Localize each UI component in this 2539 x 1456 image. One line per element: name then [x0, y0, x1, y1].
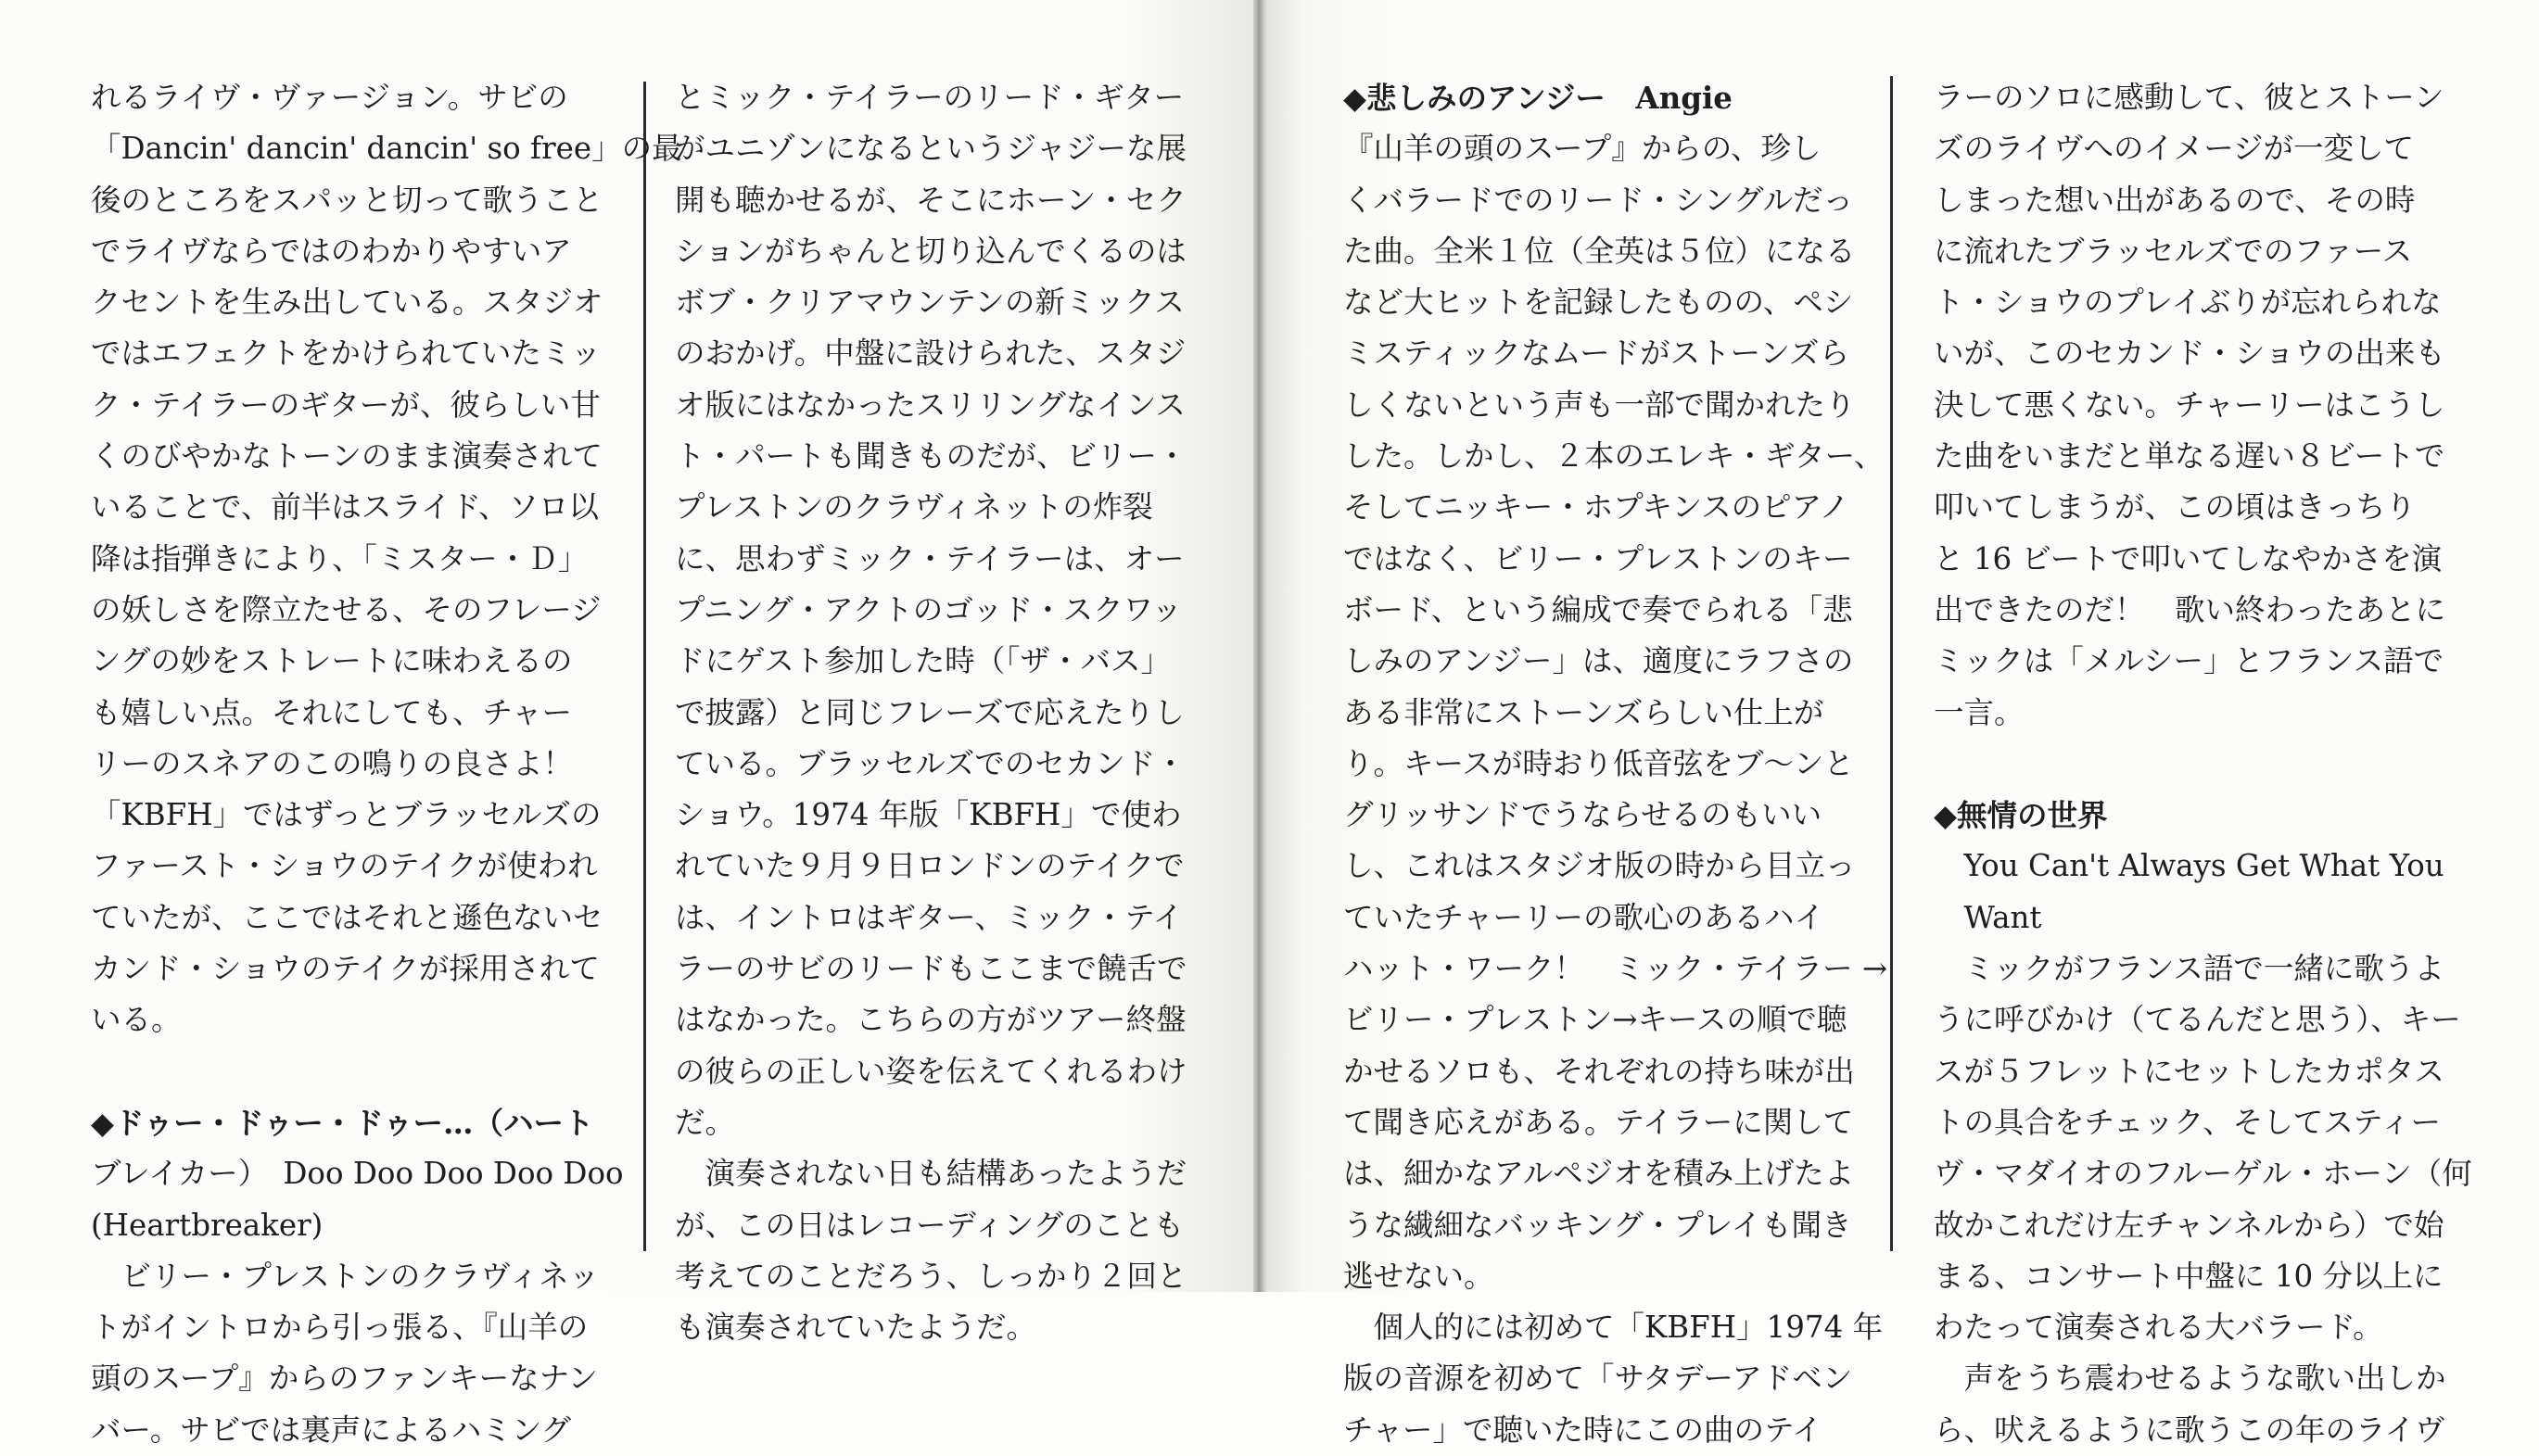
text-line: しみのアンジー」は、適度にラフさの [1343, 643, 1854, 679]
text-line: クセントを生み出している。スタジオ [91, 285, 603, 321]
text-line: トの具合をチェック、そしてスティー [1934, 1104, 2441, 1140]
text-line: そしてニッキー・ホプキンスのピアノ [1343, 489, 1850, 525]
text-line: り。キースが時おり低音弦をブ～ンと [1343, 745, 1854, 781]
text-line: て聞き応えがある。テイラーに関して [1343, 1104, 1854, 1140]
text-column-3 [1343, 72, 1887, 1456]
text-line: た曲。全米１位（全英は５位）になる [1343, 233, 1856, 269]
text-line: ではエフェクトをかけられていたミッ [91, 336, 602, 372]
text-line: は、細かなアルペジオを積み上げたよ [1343, 1156, 1855, 1192]
text-line: ヴ・マダイオのフルーゲル・ホーン（何 [1934, 1156, 2472, 1192]
text-line: ビリー・プレストン→キースの順で聴 [1343, 1002, 1847, 1038]
text-line: かせるソロも、それぞれの持ち味が出 [1343, 1053, 1855, 1089]
text-line: ミックがフランス語で一緒に歌うよ [1934, 951, 2444, 987]
text-line: の妖しさを際立たせる、そのフレージ [91, 591, 602, 627]
text-line: ブレイカー） Doo Doo Doo Doo Doo [91, 1156, 624, 1192]
text-line: カンド・ショウのテイクが採用されて [91, 951, 600, 987]
text-line: 個人的には初めて「KBFH」1974 年 [1343, 1310, 1884, 1346]
text-line: は、イントロはギター、ミック・テイ [675, 899, 1183, 935]
text-line: ら、吠えるように歌うこの年のライヴ [1934, 1412, 2445, 1448]
text-line: も嬉しい点。それにしても、チャー [91, 694, 573, 730]
text-line: スが５フレットにセットしたカポタス [1934, 1053, 2444, 1089]
text-line: (Heartbreaker) [91, 1207, 324, 1243]
text-line: のおかげ。中盤に設けられた、スタジ [675, 336, 1187, 372]
text-line: ある非常にストーンズらしい仕上が [1343, 694, 1824, 730]
text-line: Want [1934, 899, 2042, 935]
text-line: プレストンのクラヴィネットの炸裂 [675, 489, 1153, 525]
text-line: ショウ。1974 年版「KBFH」で使わ [675, 797, 1182, 833]
text-line: ズのライヴへのイメージが一変して [1934, 131, 2415, 167]
text-line: うに呼びかけ（てるんだと思う）、キー [1934, 1002, 2461, 1038]
text-column-4 [1934, 72, 2472, 1456]
text-line: ラーのソロに感動して、彼とストーン [1934, 80, 2444, 115]
text-line: ミックは「メルシー」とフランス語で [1934, 643, 2444, 679]
text-column-2 [675, 72, 1187, 1353]
text-line: ミスティックなムードがストーンズら [1343, 336, 1850, 372]
text-line: 後のところをスパッと切って歌うこと [91, 182, 603, 218]
text-line: 演奏されない日も結構あったようだ [675, 1156, 1187, 1192]
text-line: ビリー・プレストンのクラヴィネッ [91, 1258, 600, 1294]
text-line: ではなく、ビリー・プレストンのキー [1343, 540, 1853, 576]
text-line: 『山羊の頭のスープ』からの、珍し [1343, 131, 1822, 167]
text-line: ドにゲスト参加した時（「ザ・バス」 [675, 643, 1171, 679]
text-line: が、この日はレコーディングのことも [675, 1207, 1185, 1243]
text-line: れるライヴ・ヴァージョン。サビの [91, 80, 568, 115]
text-line: ボード、という編成で奏でられる「悲 [1343, 591, 1853, 627]
text-line: も演奏されていたようだ。 [675, 1310, 1037, 1346]
text-line: だ。 [675, 1104, 736, 1140]
text-line: わたって演奏される大バラード。 [1934, 1310, 2383, 1346]
text-line: ト・ショウのプレイぶりが忘れられな [1934, 285, 2442, 321]
text-line: 叩いてしまうが、この頃はきっちり [1934, 489, 2417, 525]
text-line: 開も聴かせるが、そこにホーン・セク [675, 182, 1187, 218]
text-line: 「Dancin' dancin' dancin' so free」の最 [91, 131, 682, 167]
text-line: 降は指弾きにより、「ミスター・Ｄ」 [91, 540, 589, 576]
text-line: た曲をいまだと単なる遅い８ビートで [1934, 438, 2445, 475]
text-line: You Can't Always Get What You [1934, 848, 2444, 884]
text-line: 考えてのことだろう、しっかり２回と [675, 1258, 1187, 1294]
text-line: ていたチャーリーの歌心のあるハイ [1343, 899, 1825, 935]
book-gutter [1253, 0, 1266, 1292]
text-line [1934, 739, 2472, 790]
text-line: プニング・アクトのゴッド・スクワッ [675, 591, 1182, 627]
text-line: の彼らの正しい姿を伝えてくれるわけ [675, 1053, 1187, 1089]
text-line: リーのスネアのこの鳴りの良さよ！ [91, 745, 574, 781]
text-line: 出できたのだ！ 歌い終わったあとに [1934, 591, 2446, 627]
text-line: 声をうち震わせるような歌い出しか [1934, 1361, 2446, 1397]
text-line: ファースト・ショウのテイクが使われ [91, 848, 598, 884]
text-line: 一言。 [1934, 694, 2025, 730]
text-line: くのびやかなトーンのまま演奏されて [91, 438, 603, 475]
text-line: と 16 ビートで叩いてしなやかさを演 [1934, 540, 2443, 576]
text-line: した。しかし、２本のエレキ・ギター、 [1343, 438, 1885, 475]
text-line: ハット・ワーク！ ミック・テイラー → [1343, 951, 1888, 987]
text-line: 「KBFH」ではずっとブラッセルズの [91, 797, 602, 833]
text-line: ラーのサビのリードもここまで饒舌で [675, 951, 1187, 987]
text-line: ションがちゃんと切り込んでくるのは [675, 233, 1187, 269]
text-line: いが、このセカンド・ショウの出来も [1934, 336, 2445, 372]
section-heading: ◆悲しみのアンジー Angie [1343, 80, 1733, 116]
text-line: に、思わずミック・テイラーは、オー [675, 540, 1185, 576]
text-line: まる、コンサート中盤に 10 分以上に [1934, 1258, 2444, 1294]
text-line: しまった想い出があるので、その時 [1934, 182, 2416, 218]
text-line: オ版にはなかったスリリングなインス [675, 386, 1186, 423]
text-line: しくないという声も一部で聞かれたり [1343, 386, 1856, 423]
text-line: など大ヒットを記録したものの、ペシ [1343, 285, 1854, 321]
text-line: グリッサンドでうならせるのもいい [1343, 797, 1822, 833]
column-divider-right [1890, 76, 1893, 1251]
text-line: ている。ブラッセルズでのセカンド・ [675, 745, 1186, 781]
text-line: でライヴならではのわかりやすいア [91, 233, 572, 269]
text-line: ボブ・クリアマウンテンの新ミックス [675, 285, 1185, 321]
text-line: れていた９月９日ロンドンのテイクで [675, 848, 1185, 884]
text-line: バー。サビでは裏声によるハミング [91, 1412, 572, 1448]
text-line: チャー」で聴いた時にこの曲のテイ [1343, 1412, 1822, 1448]
text-line: し、これはスタジオ版の時から目立っ [1343, 848, 1856, 884]
text-line [91, 1046, 682, 1097]
text-line: 版の音源を初めて「サタデーアドベン [1343, 1361, 1853, 1397]
text-line: 頭のスープ』からのファンキーなナン [91, 1361, 598, 1397]
text-line: いる。 [91, 1002, 182, 1038]
text-line: はなかった。こちらの方がツアー終盤 [675, 1002, 1187, 1038]
text-column-1 [91, 72, 682, 1456]
text-line: ングの妙をストレートに味わえるの [91, 643, 573, 679]
section-heading: ◆ドゥー・ドゥー・ドゥー…（ハート [91, 1104, 594, 1141]
text-line: がユニゾンになるというジャジーな展 [675, 131, 1187, 167]
text-line: うな繊細なバッキング・プレイも聞き [1343, 1207, 1852, 1243]
text-line: ク・テイラーのギターが、彼らしい甘 [91, 386, 601, 423]
text-line: 決して悪くない。チャーリーはこうし [1934, 386, 2445, 423]
text-line: で披露）と同じフレーズで応えたりし [675, 694, 1185, 730]
text-line: くバラードでのリード・シングルだっ [1343, 182, 1854, 218]
text-line: ト・パートも聞きものだが、ビリー・ [675, 438, 1187, 475]
text-line: 故かこれだけ左チャンネルから）で始 [1934, 1207, 2444, 1243]
text-line: に流れたブラッセルズでのファース [1934, 233, 2413, 269]
section-heading: ◆無情の世界 [1934, 797, 2108, 834]
text-line: とミック・テイラーのリード・ギター [675, 80, 1185, 115]
text-line: トがイントロから引っ張る、『山羊の [91, 1310, 589, 1346]
text-line: 逃せない。 [1343, 1258, 1494, 1294]
text-line: いることで、前半はスライド、ソロ以 [91, 489, 599, 525]
text-line: ていたが、ここではそれと遜色ないセ [91, 899, 603, 935]
